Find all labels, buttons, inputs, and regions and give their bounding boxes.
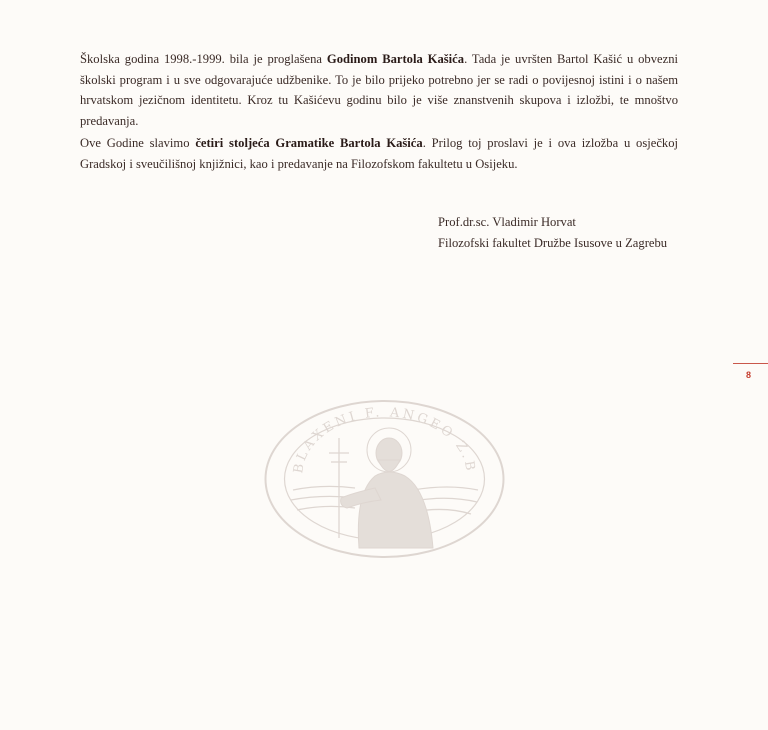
seal-inscription: BLAXENI F. ANGEO Z.B xyxy=(291,405,478,475)
celebration-text-end: . Prilog toj proslavi je i ova izložba u osječkoj Gradskoj i sveučilišnoj knjižnici, kao i predavanje na Filozofskom fakultetu u Osijeku. xyxy=(80,136,678,171)
author-institution: Filozofski fakultet Družbe Isusove u Zagrebu xyxy=(438,235,668,250)
signature-block xyxy=(438,212,667,253)
engraved-seal-image xyxy=(263,398,506,560)
intro-text-start: Školska godina 1998.-1999. bila je proglašena xyxy=(80,52,327,66)
intro-paragraph xyxy=(80,49,678,131)
intro-highlight: Godinom Bartola Kašića xyxy=(326,52,465,66)
author-name: Prof.dr.sc. Vladimir Horvat xyxy=(438,215,576,229)
celebration-highlight: četiri stoljeća Gramatike Bartola Kašića xyxy=(195,136,423,150)
page-number-rule xyxy=(733,363,768,364)
page-number: 8 xyxy=(746,370,752,380)
celebration-paragraph xyxy=(80,133,678,174)
celebration-text-start: Ove Godine slavimo xyxy=(80,136,196,150)
intro-text-end: . Tada je uvršten Bartol Kašić u obvezni školski program i u sve odgovarajuće udžbenike. To je bilo prijeko potrebno jer se radi o povijesnoj istini i o našem hrvatskom jezičnom identitetu. Kroz tu Kašićevu godinu bilo je više znanstvenih skupova i izložbi, te mnoštvo predavanja. xyxy=(80,52,679,128)
